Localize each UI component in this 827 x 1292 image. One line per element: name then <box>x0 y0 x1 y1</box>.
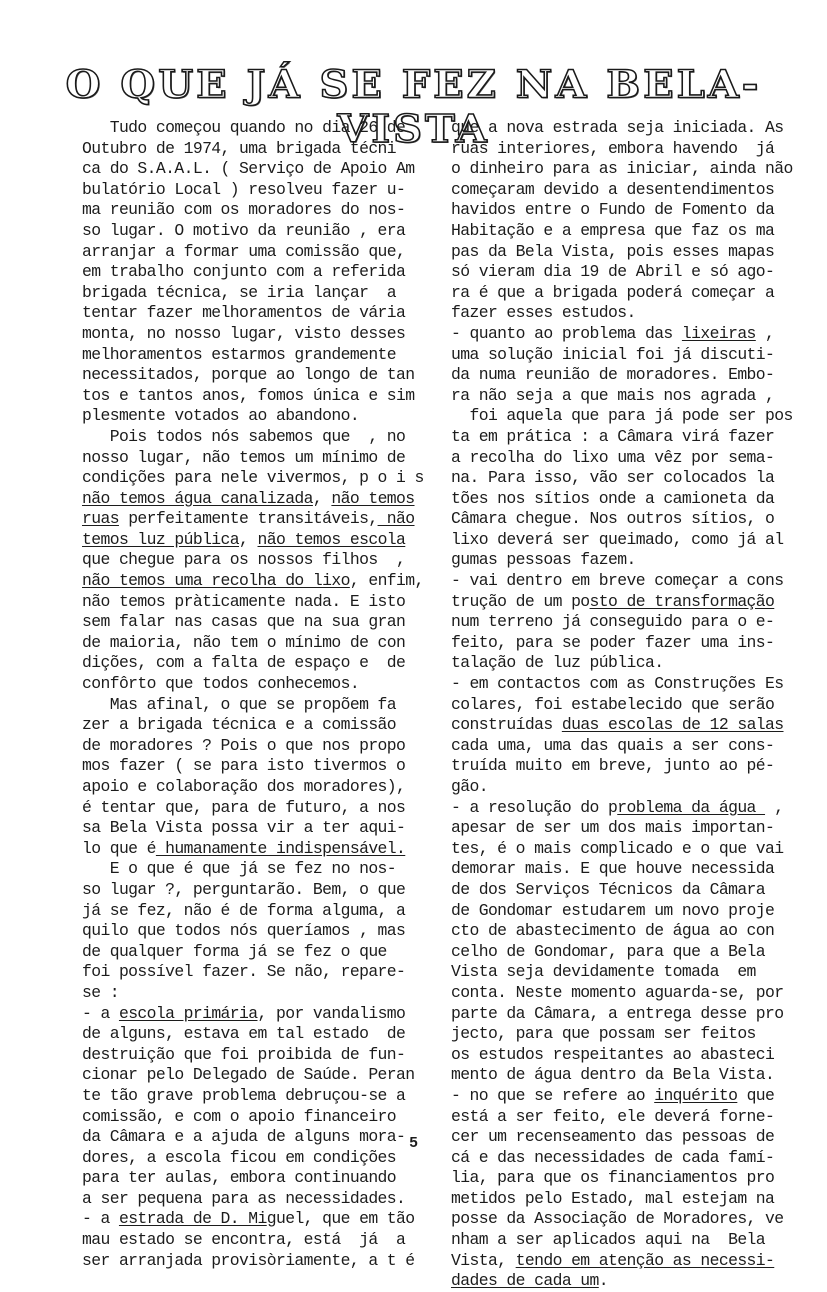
text-line: cionar pelo Delegado de Saúde. Peran <box>82 1065 415 1085</box>
text-line: colares, foi estabelecido que serão <box>451 694 775 714</box>
underlined-phrase: inquérito <box>654 1085 738 1105</box>
text-line: já se fez, não é de forma alguma, a <box>82 900 406 920</box>
text-line: condições para nele vivermos, p o i s <box>82 468 424 488</box>
text-line: truída muito em breve, junto ao pé- <box>451 756 775 776</box>
text-line: tões nos sítios onde a camioneta da <box>451 488 775 508</box>
text-line: monta, no nosso lugar, visto desses <box>82 323 406 343</box>
text-line: E o que é que já se fez no nos- <box>82 859 397 879</box>
text-line: construídas duas escolas de 12 salas <box>451 715 784 735</box>
text-line: brigada técnica, se iria lançar a <box>82 282 397 302</box>
text-line: - a escola primária, por vandalismo <box>82 1003 406 1023</box>
text-line: cto de abastecimento de água ao con <box>451 921 775 941</box>
text-line: dores, a escola ficou em condições <box>82 1147 397 1167</box>
text-line: ruas perfeitamente transitáveis, não <box>82 509 415 529</box>
text-line: tos e tantos anos, fomos única e sim <box>82 385 415 405</box>
text-line: está a ser feito, ele deverá forne- <box>451 1106 775 1126</box>
text-line: ruas interiores, embora havendo já <box>451 138 775 158</box>
text-line: nosso lugar, não temos um mínimo de <box>82 447 406 467</box>
text-line: apesar de ser um dos mais importan- <box>451 818 775 838</box>
text-line: lo que é humanamente indispensável. <box>82 838 406 858</box>
text-line: zer a brigada técnica e a comissão <box>82 715 397 735</box>
text-line: foi aquela que para já pode ser pos <box>451 406 793 426</box>
text-line: jecto, para que possam ser feitos <box>451 1024 756 1044</box>
text-line: ra não seja a que mais nos agrada , <box>451 385 775 405</box>
text-line: - a estrada de D. Miguel, que em tão <box>82 1209 415 1229</box>
underlined-phrase: não temos uma recolha do lixo <box>82 571 350 591</box>
text-line: bulatório Local ) resolveu fazer u- <box>82 179 406 199</box>
text-line: celho de Gondomar, para que a Bela <box>451 941 766 961</box>
text-line: sem falar nas casas que na sua gran <box>82 612 406 632</box>
text-line: de Gondomar estudarem um novo proje <box>451 900 775 920</box>
text-line: - no que se refere ao inquérito que <box>451 1085 775 1105</box>
text-line: não temos água canalizada, não temos <box>82 488 415 508</box>
text-line: não temos pràticamente nada. E isto <box>82 591 406 611</box>
page-title: O QUE JÁ SE FEZ NA BELA-VISTA <box>65 62 762 152</box>
underlined-phrase: roblema da água <box>617 797 766 817</box>
right-text-column <box>451 118 813 1292</box>
text-line: na. Para isso, vão ser colocados la <box>451 468 775 488</box>
text-line: so lugar. O motivo da reunião , era <box>82 220 406 240</box>
text-line: talação de luz pública. <box>451 653 664 673</box>
text-line: uma solução inicial foi já discuti- <box>451 344 775 364</box>
underlined-phrase: ruas <box>82 509 119 529</box>
text-line: gão. <box>451 777 488 796</box>
text-line: que a nova estrada seja iniciada. As <box>451 118 784 137</box>
underlined-phrase: não temos água canalizada <box>82 488 313 508</box>
underlined-phrase: não <box>377 509 415 529</box>
text-line: tentar fazer melhoramentos de vária <box>82 303 406 323</box>
underlined-phrase: escola primária <box>118 1003 258 1023</box>
text-line: Outubro de 1974, uma brigada técni <box>82 138 397 158</box>
text-line: de moradores ? Pois o que nos propo <box>82 735 406 755</box>
text-line: cada uma, uma das quais a ser cons- <box>451 735 775 755</box>
text-line: - vai dentro em breve começar a cons <box>451 571 784 591</box>
text-line: parte da Câmara, a entrega desse pro <box>451 1003 784 1023</box>
text-line: - quanto ao problema das lixeiras , <box>451 323 775 343</box>
text-line: foi possível fazer. Se não, repare- <box>82 962 406 982</box>
text-line: dades de cada um. <box>451 1271 609 1291</box>
text-line: gumas pessoas fazem. <box>451 550 636 570</box>
text-line: começaram devido a desentendimentos <box>451 179 775 199</box>
text-line: - a resolução do problema da água , <box>451 797 784 817</box>
text-line: se : <box>82 982 119 1002</box>
text-line: o dinheiro para as iniciar, ainda não <box>451 159 793 179</box>
text-line: para ter aulas, embora continuando <box>82 1168 397 1188</box>
page-number: 5 <box>409 1134 418 1151</box>
text-line: arranjar a formar uma comissão que, <box>82 241 406 261</box>
text-line: conta. Neste momento aguarda-se, por <box>451 982 784 1002</box>
text-line: de qualquer forma já se fez o que <box>82 941 387 961</box>
text-line: te tão grave problema debruçou-se a <box>82 1085 406 1105</box>
text-line: mau estado se encontra, está já a <box>82 1230 406 1250</box>
text-line: feito, para se poder fazer uma ins- <box>451 632 775 652</box>
underlined-phrase: não temos escola <box>257 529 406 549</box>
text-line: metidos pelo Estado, mal estejam na <box>451 1188 775 1208</box>
text-line: trução de um posto de transformação <box>451 591 775 611</box>
text-line: num terreno já conseguido para o e- <box>451 612 775 632</box>
text-line: Vista seja devidamente tomada em <box>451 962 756 982</box>
underlined-phrase: não temos <box>331 488 415 508</box>
text-line: só vieram dia 19 de Abril e só ago- <box>451 262 775 282</box>
text-line: cá e das necessidades de cada famí- <box>451 1147 775 1167</box>
text-line: ra é que a brigada poderá começar a <box>451 282 775 302</box>
text-line: - em contactos com as Construções Es <box>451 674 784 694</box>
text-line: ma reunião com os moradores do nos- <box>82 200 406 220</box>
text-line: ta em prática : a Câmara virá fazer <box>451 426 775 446</box>
underlined-phrase: estrada de D. Mi <box>118 1209 267 1229</box>
text-line: tes, é o mais complicado e o que vai <box>451 838 784 858</box>
text-line: em trabalho conjunto com a referida <box>82 262 406 282</box>
text-line: Câmara chegue. Nos outros sítios, o <box>451 509 775 529</box>
text-line: ca do S.A.A.L. ( Serviço de Apoio Am <box>82 159 415 179</box>
text-line: mos fazer ( se para isto tivermos o <box>82 756 406 776</box>
text-line: melhoramentos estarmos grandemente <box>82 344 397 364</box>
text-line: demorar mais. E que houve necessida <box>451 859 775 879</box>
text-line: dições, com a falta de espaço e de <box>82 653 406 673</box>
underlined-phrase: duas escolas de 12 salas <box>561 715 784 735</box>
text-line: é tentar que, para de futuro, a nos <box>82 797 406 817</box>
text-line: Vista, tendo em atenção as necessi- <box>451 1250 775 1270</box>
text-line: havidos entre o Fundo de Fomento da <box>451 200 775 220</box>
text-line: pas da Bela Vista, pois esses mapas <box>451 241 775 261</box>
text-line: fazer esses estudos. <box>451 303 636 323</box>
underlined-phrase: sto de transformação <box>589 591 775 611</box>
text-line: da numa reunião de moradores. Embo- <box>451 365 775 385</box>
underlined-phrase: temos luz pública <box>82 529 240 549</box>
text-line: de maioria, não tem o mínimo de con <box>82 632 406 652</box>
text-line: temos luz pública, não temos escola <box>82 529 406 549</box>
text-line: cer um recenseamento das pessoas de <box>451 1127 775 1147</box>
text-line: so lugar ?, perguntarão. Bem, o que <box>82 879 406 899</box>
text-line: apoio e colaboração dos moradores), <box>82 777 406 796</box>
underlined-phrase: dades de cada um <box>451 1271 599 1291</box>
text-line: mento de água dentro da Bela Vista. <box>451 1065 775 1085</box>
text-line: de alguns, estava em tal estado de <box>82 1024 406 1044</box>
text-line: a recolha do lixo uma vêz por sema- <box>451 447 775 467</box>
text-line: ser arranjada provisòriamente, a t é <box>82 1250 415 1270</box>
text-line: Tudo começou quando no dia 26 de <box>82 118 406 137</box>
text-line: não temos uma recolha do lixo, enfim, <box>82 571 424 591</box>
text-line: nham a ser aplicados aqui na Bela <box>451 1230 766 1250</box>
underlined-phrase: tendo em atenção as necessi- <box>515 1250 775 1270</box>
text-line: posse da Associação de Moradores, ve <box>451 1209 784 1229</box>
text-line: lia, para que os financiamentos pro <box>451 1168 775 1188</box>
text-line: confôrto que todos conhecemos. <box>82 674 360 694</box>
text-line: Mas afinal, o que se propõem fa <box>82 694 397 714</box>
text-line: quilo que todos nós queríamos , mas <box>82 921 406 941</box>
text-line: destruição que foi proibida de fun- <box>82 1044 406 1064</box>
text-line: de dos Serviços Técnicos da Câmara <box>451 879 766 899</box>
text-line: lixo deverá ser queimado, como já al <box>451 529 784 549</box>
text-line: a ser pequena para as necessidades. <box>82 1188 406 1208</box>
text-line: comissão, e com o apoio financeiro <box>82 1106 397 1126</box>
text-line: sa Bela Vista possa vir a ter aqui- <box>82 818 406 838</box>
left-text-column <box>82 118 434 1271</box>
text-line: plesmente votados ao abandono. <box>82 406 360 426</box>
underlined-phrase: lixeiras <box>681 323 756 343</box>
text-line: necessitados, porque ao longo de tan <box>82 365 415 385</box>
underlined-phrase: humanamente indispensável. <box>155 838 406 858</box>
text-line: os estudos respeitantes ao abasteci <box>451 1044 775 1064</box>
text-line: Habitação e a empresa que faz os ma <box>451 220 775 240</box>
text-line: que chegue para os nossos filhos , <box>82 550 406 570</box>
text-line: Pois todos nós sabemos que , no <box>82 426 406 446</box>
text-line: da Câmara e a ajuda de alguns mora- <box>82 1127 406 1147</box>
